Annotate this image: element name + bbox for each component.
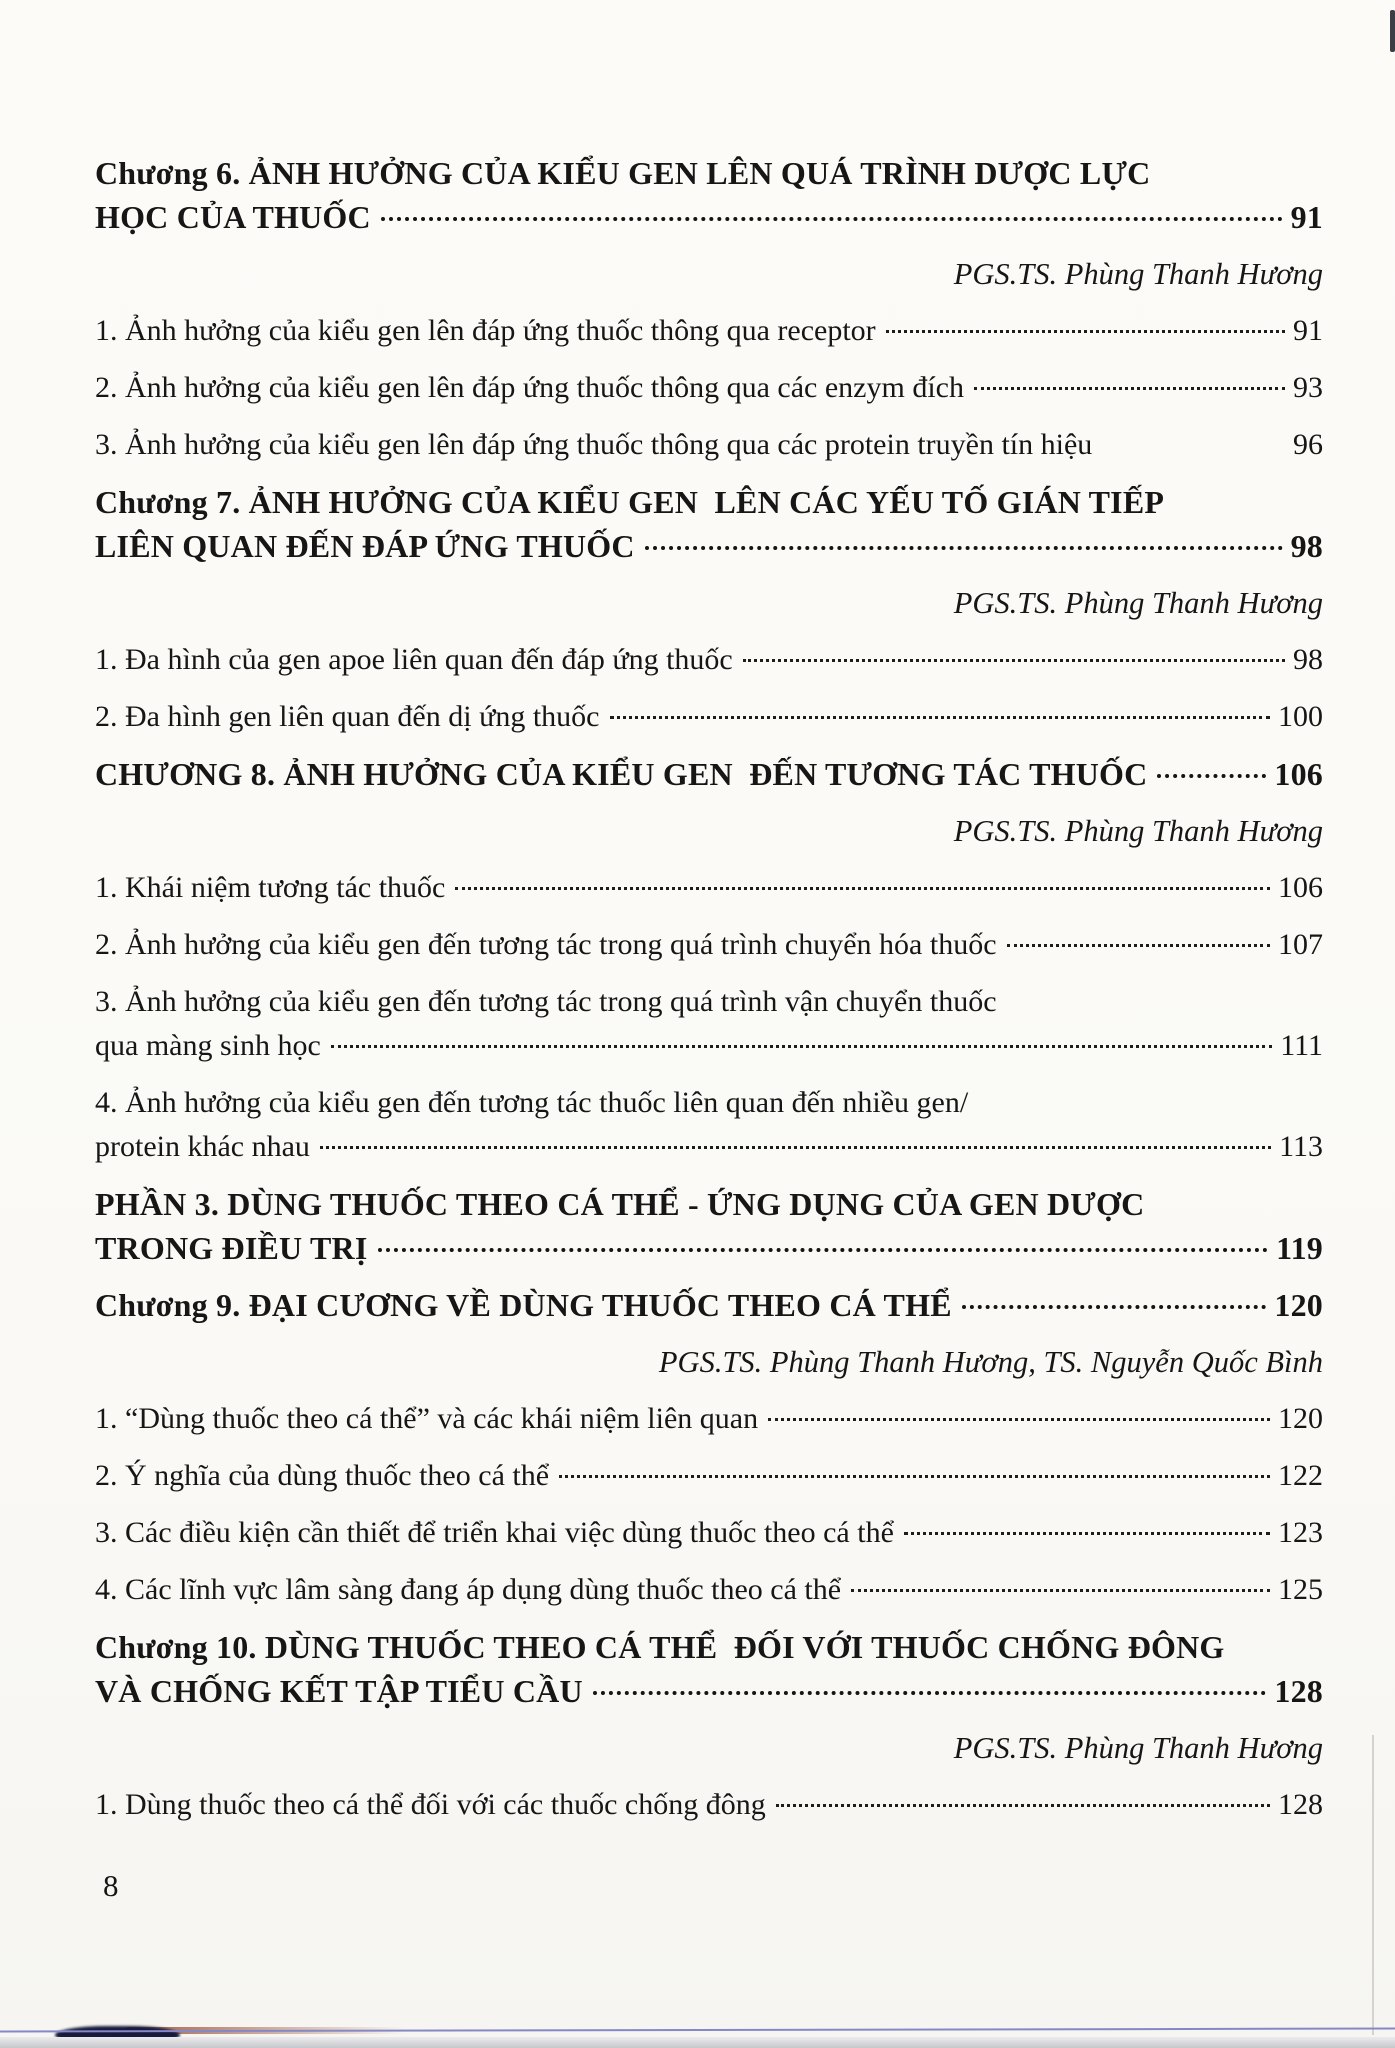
toc-line	[95, 581, 1323, 625]
dot-leader	[904, 1532, 1270, 1535]
toc-entry-item	[95, 366, 1323, 410]
toc-line-text: 4. Các lĩnh vực lâm sàng đang áp dụng dùng thuốc theo cá thể	[95, 1573, 842, 1606]
toc-line	[95, 151, 1323, 195]
dot-leader	[381, 217, 1283, 221]
page-ref: 125	[1278, 1573, 1323, 1606]
toc-line-text: TRONG ĐIỀU TRỊ	[95, 1230, 368, 1266]
toc-entry-item	[95, 423, 1323, 467]
toc-line	[95, 480, 1323, 524]
toc-entry-item	[95, 1783, 1323, 1827]
toc-line	[95, 809, 1323, 853]
scan-artifact-bottom-edge	[0, 2037, 1395, 2048]
page-ref: 106	[1274, 756, 1323, 792]
page-ref: 107	[1278, 928, 1323, 961]
toc-line-text: 1. Khái niệm tương tác thuốc	[95, 871, 446, 904]
toc-line-text: qua màng sinh học	[95, 1029, 321, 1062]
toc-entry-item	[95, 309, 1323, 353]
dot-leader	[974, 387, 1285, 390]
toc-entry-chapter	[95, 480, 1323, 568]
dot-leader	[776, 1804, 1270, 1807]
dot-leader	[610, 716, 1271, 719]
toc-entry-item	[95, 980, 1323, 1068]
toc-line-text: Chương 9. ĐẠI CƯƠNG VỀ DÙNG THUỐC THEO CÁ THỂ	[95, 1287, 952, 1323]
toc-entry-item	[95, 638, 1323, 682]
dot-leader	[743, 659, 1285, 662]
toc-line-text: 4. Ảnh hưởng của kiểu gen đến tương tác thuốc liên quan đến nhiều gen/	[95, 1086, 969, 1119]
toc-entry-item	[95, 1397, 1323, 1441]
toc-entry-item	[95, 866, 1323, 910]
toc-line-text: 3. Ảnh hưởng của kiểu gen đến tương tác trong quá trình vận chuyển thuốc	[95, 985, 997, 1018]
scan-artifact-top-right	[1390, 10, 1395, 52]
author-credit: PGS.TS. Phùng Thanh Hương, TS. Nguyễn Quốc Bình	[658, 1345, 1323, 1379]
toc-line-text: 3. Ảnh hưởng của kiểu gen lên đáp ứng thuốc thông qua các protein truyền tín hiệu	[95, 428, 1093, 461]
toc-line-text: 2. Ảnh hưởng của kiểu gen lên đáp ứng thuốc thông qua các enzym đích	[95, 371, 964, 404]
toc-line-text: 2. Đa hình gen liên quan đến dị ứng thuốc	[95, 700, 600, 733]
toc-line	[95, 980, 1323, 1024]
toc-line-text: 1. Dùng thuốc theo cá thể đối với các thuốc chống đông	[95, 1788, 766, 1821]
toc-list	[95, 138, 1323, 1827]
dot-leader	[593, 1691, 1267, 1695]
toc-line	[95, 1182, 1323, 1226]
toc-line	[95, 1024, 1323, 1068]
author-credit: PGS.TS. Phùng Thanh Hương	[953, 257, 1323, 291]
dot-leader	[455, 887, 1270, 890]
page-ref: 120	[1274, 1287, 1323, 1323]
toc-line	[95, 1226, 1323, 1270]
toc-line	[95, 1568, 1323, 1612]
toc-line	[95, 1454, 1323, 1498]
page-footer-number: 8	[103, 1868, 119, 1903]
toc-line	[95, 423, 1323, 467]
toc-entry-item	[95, 1454, 1323, 1498]
page-ref: 120	[1278, 1402, 1323, 1435]
toc-line-text: PHẦN 3. DÙNG THUỐC THEO CÁ THỂ - ỨNG DỤNG CỦA GEN DƯỢC	[95, 1186, 1145, 1222]
toc-entry-chapter	[95, 752, 1323, 796]
toc-entry-item	[95, 1568, 1323, 1612]
toc-line-text: 2. Ý nghĩa của dùng thuốc theo cá thể	[95, 1459, 550, 1492]
toc-line	[95, 1511, 1323, 1555]
toc-line-text: Chương 10. DÙNG THUỐC THEO CÁ THỂ ĐỐI VỚI THUỐC CHỐNG ĐÔNG	[95, 1629, 1225, 1665]
scan-artifact-right-line	[1372, 1735, 1374, 2035]
toc-entry-chapter	[95, 151, 1323, 239]
toc-entry-author	[95, 252, 1323, 296]
toc-line	[95, 1726, 1323, 1770]
page-ref: 91	[1290, 199, 1323, 235]
page-ref: 123	[1278, 1516, 1323, 1549]
author-credit: PGS.TS. Phùng Thanh Hương	[953, 1731, 1323, 1765]
page-ref: 91	[1293, 314, 1323, 347]
dot-leader	[331, 1045, 1272, 1048]
toc-line	[95, 638, 1323, 682]
toc-entry-author	[95, 581, 1323, 625]
page-ref: 96	[1293, 428, 1323, 461]
dot-leader	[851, 1589, 1270, 1592]
page-ref: 111	[1280, 1029, 1323, 1062]
toc-line	[95, 1081, 1323, 1125]
dot-leader	[645, 546, 1283, 550]
toc-line-text: 2. Ảnh hưởng của kiểu gen đến tương tác trong quá trình chuyển hóa thuốc	[95, 928, 997, 961]
toc-line	[95, 1625, 1323, 1669]
toc-entry-item	[95, 1511, 1323, 1555]
toc-entry-item	[95, 695, 1323, 739]
dot-leader	[1007, 944, 1270, 947]
toc-line	[95, 1397, 1323, 1441]
toc-line-text: Chương 6. ẢNH HƯỞNG CỦA KIỂU GEN LÊN QUÁ TRÌNH DƯỢC LỰC	[95, 155, 1151, 191]
toc-line-text: Chương 7. ẢNH HƯỞNG CỦA KIỂU GEN LÊN CÁC YẾU TỐ GIÁN TIẾP	[95, 484, 1165, 520]
dot-leader	[378, 1248, 1269, 1252]
dot-leader	[962, 1305, 1267, 1309]
toc-line	[95, 195, 1323, 239]
toc-line-text: CHƯƠNG 8. ẢNH HƯỞNG CỦA KIỂU GEN ĐẾN TƯƠNG TÁC THUỐC	[95, 756, 1148, 792]
author-credit: PGS.TS. Phùng Thanh Hương	[953, 814, 1323, 848]
toc-line	[95, 1283, 1323, 1327]
toc-line-text: protein khác nhau	[95, 1130, 310, 1163]
toc-line-text: LIÊN QUAN ĐẾN ĐÁP ỨNG THUỐC	[95, 528, 635, 564]
toc-line	[95, 1669, 1323, 1713]
toc-line-text: VÀ CHỐNG KẾT TẬP TIỂU CẦU	[95, 1673, 583, 1709]
page-ref: 106	[1278, 871, 1323, 904]
toc-line	[95, 366, 1323, 410]
toc-line	[95, 923, 1323, 967]
page-ref: 100	[1278, 700, 1323, 733]
toc-line	[95, 695, 1323, 739]
page-ref: 113	[1279, 1130, 1323, 1163]
page-ref: 128	[1274, 1673, 1323, 1709]
toc-entry-item	[95, 1081, 1323, 1169]
toc-entry-author	[95, 1340, 1323, 1384]
page-ref: 93	[1293, 371, 1323, 404]
dot-leader	[1157, 774, 1266, 778]
toc-entry-part	[95, 1182, 1323, 1270]
toc-line-text: 3. Các điều kiện cần thiết để triển khai việc dùng thuốc theo cá thể	[95, 1516, 894, 1549]
toc-line-text: 1. “Dùng thuốc theo cá thể” và các khái niệm liên quan	[95, 1402, 759, 1435]
toc-line	[95, 1340, 1323, 1384]
toc-line	[95, 252, 1323, 296]
toc-line	[95, 309, 1323, 353]
toc-line	[95, 752, 1323, 796]
toc-line	[95, 524, 1323, 568]
dot-leader	[768, 1418, 1270, 1421]
toc-line	[95, 866, 1323, 910]
toc-line	[95, 1783, 1323, 1827]
dot-leader	[559, 1475, 1270, 1478]
dot-leader	[320, 1146, 1271, 1149]
toc-entry-chapter	[95, 1625, 1323, 1713]
toc-entry-item	[95, 923, 1323, 967]
toc-line-text: 1. Ảnh hưởng của kiểu gen lên đáp ứng thuốc thông qua receptor	[95, 314, 876, 347]
toc-line-text: 1. Đa hình của gen apoe liên quan đến đáp ứng thuốc	[95, 643, 733, 676]
toc-line-text: HỌC CỦA THUỐC	[95, 199, 371, 235]
author-credit: PGS.TS. Phùng Thanh Hương	[953, 586, 1323, 620]
toc-entry-chapter	[95, 1283, 1323, 1327]
page-ref: 122	[1278, 1459, 1323, 1492]
toc-line	[95, 1125, 1323, 1169]
dot-leader	[886, 330, 1285, 333]
page-ref: 98	[1290, 528, 1323, 564]
toc-entry-author	[95, 1726, 1323, 1770]
toc-entry-author	[95, 809, 1323, 853]
page-ref: 119	[1276, 1230, 1323, 1266]
page-ref: 128	[1278, 1788, 1323, 1821]
page-ref: 98	[1293, 643, 1323, 676]
